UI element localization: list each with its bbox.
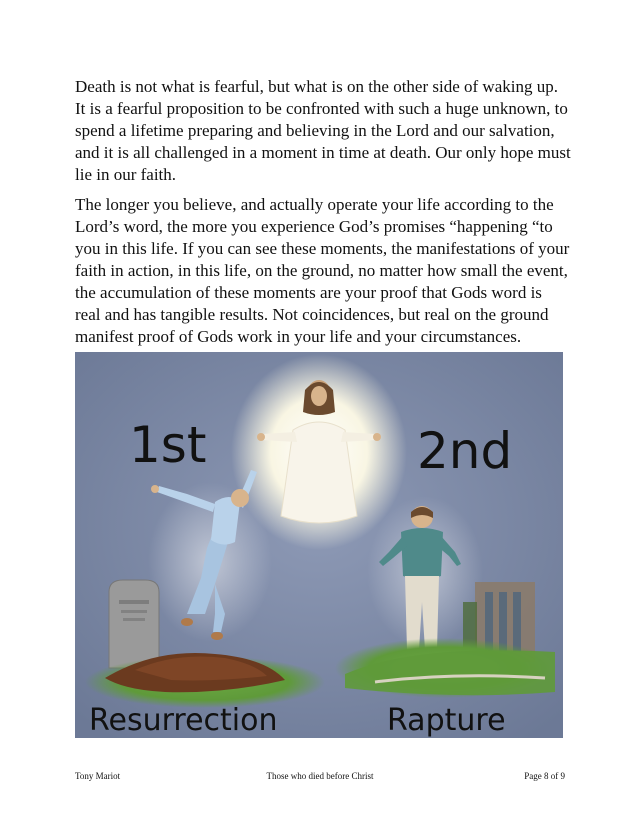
grass-field [335,638,555,698]
tombstone [109,580,159,668]
footer-title: Those who died before Christ [266,771,374,781]
footer-author: Tony Mariot [75,771,121,781]
rapture-illustration [75,352,563,738]
body-text-block-1 [75,76,571,186]
paragraph-2: The longer you believe, and actually operate your life according to the Lord’s word, the more you experience God’s promises “happening “to you in this life. If you can see these moments, the manifestations of your faith in action, in this life, on the ground, no matter how small the event, the accumulation of these moments are your proof that Gods word is real and has tangible results. Not coincidences, but real on the ground manifest proof of Gods work in your life and your circumstances. [75,195,570,346]
label-rapture: Rapture [387,703,506,738]
label-second: 2nd [417,422,513,480]
body-text-block-2 [75,194,571,348]
footer-page-number: Page 8 of 9 [524,771,565,781]
paragraph-1: Death is not what is fearful, but what is on the other side of waking up. It is a fearful proposition to be confronted with such a huge unknown, to spend a lifetime preparing and believing in the Lord and our salvation, and it is all challenged in a moment in time at death. Our only hope must lie in our faith. [75,77,571,184]
illustration-canvas [75,352,563,738]
label-resurrection: Resurrection [89,703,278,738]
page-footer [75,771,565,785]
label-first: 1st [129,416,207,474]
